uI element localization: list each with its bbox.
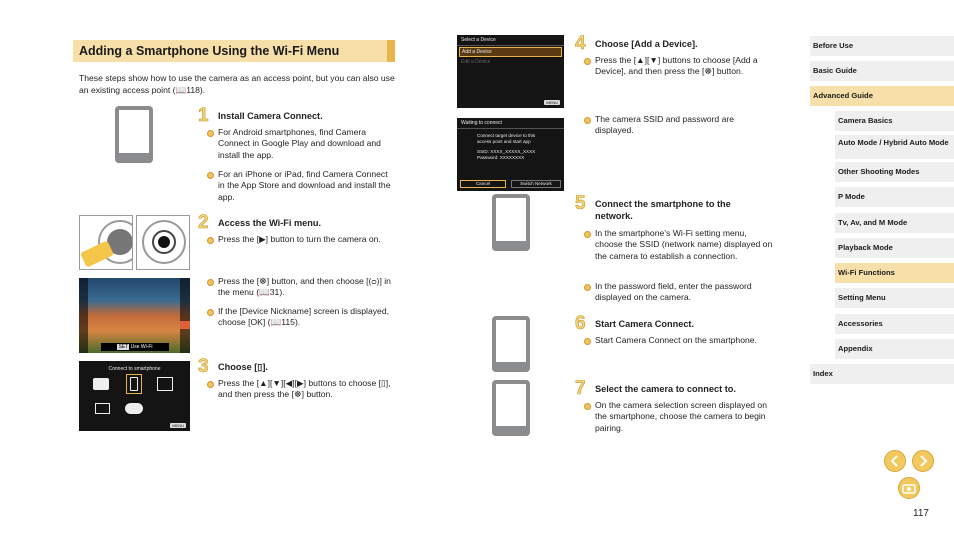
- camera-power-button-illustration: [79, 215, 133, 270]
- page-number: 117: [913, 508, 929, 519]
- step-7-bullet-1: On the camera selection screen displayed on the smartphone, choose the camera to begin pairing.: [583, 400, 773, 434]
- cancel-button[interactable]: Cancel: [460, 180, 506, 188]
- camera-menu-screen: [79, 278, 190, 353]
- step-5-bullet-1: In the smartphone’s Wi-Fi setting menu, choose the SSID (network name) displayed on the camera to establish a connection.: [583, 228, 773, 262]
- computer-icon: [95, 403, 110, 414]
- nav-tv-av-m-mode[interactable]: Tv, Av, and M Mode: [835, 213, 954, 233]
- step-2-title: Access the Wi-Fi menu.: [218, 218, 322, 228]
- step-7-number: 7: [575, 378, 586, 399]
- step-3-title: Choose [▯].: [218, 362, 268, 372]
- nav-auto-mode-label: Auto Mode / Hybrid Auto Mode: [838, 138, 949, 147]
- smartphone-icon-2: [492, 194, 530, 251]
- smartphone-option-icon: [126, 374, 142, 394]
- step-5-bullet-2: In the password field, enter the password displayed on the camera.: [583, 281, 773, 304]
- step-5-number: 5: [575, 193, 586, 214]
- step-7-title: Select the camera to connect to.: [595, 384, 736, 394]
- nav-other-shooting-modes[interactable]: Other Shooting Modes: [835, 162, 954, 182]
- edit-device-item: Edit a Device: [461, 59, 491, 65]
- nav-basic-guide[interactable]: Basic Guide: [810, 61, 954, 81]
- step-4-bullet-2: The camera SSID and password are displayed.: [583, 114, 773, 137]
- step-2-bullet-1: Press the [▶] button to turn the camera on.: [206, 234, 396, 245]
- step-3-bullet-1: Press the [▲][▼][◀][▶] buttons to choose [▯], and then press the [☸] button.: [206, 378, 396, 401]
- cloud-icon: [125, 403, 143, 414]
- password-line: Password: XXXXXXXX: [477, 155, 525, 160]
- nav-before-use[interactable]: Before Use: [810, 36, 954, 56]
- waiting-to-connect-screen: [457, 118, 564, 191]
- connect-to-smartphone-screen: [79, 361, 190, 431]
- step-2-bullet-3: If the [Device Nickname] screen is displayed, choose [OK] (📖115).: [206, 306, 396, 329]
- step-3-number: 3: [198, 356, 209, 377]
- nav-playback-mode[interactable]: Playback Mode: [835, 238, 954, 258]
- nav-appendix[interactable]: Appendix: [835, 339, 954, 359]
- step-1-bullet-2: For an iPhone or iPad, find Camera Connect in the App Store and download and install the app.: [206, 169, 396, 203]
- step-1-title: Install Camera Connect.: [218, 111, 323, 121]
- step-6-number: 6: [575, 313, 586, 334]
- menu-badge-2: MENU: [546, 100, 558, 105]
- select-device-screen: [457, 35, 564, 108]
- nav-wifi-functions[interactable]: Wi-Fi Functions: [835, 263, 954, 283]
- connect-screen-title: Connect to smartphone: [108, 366, 161, 372]
- waiting-title: Waiting to connect: [457, 118, 564, 129]
- section-title: Adding a Smartphone Using the Wi-Fi Menu: [73, 40, 395, 62]
- waiting-text: Connect target device to this access point and start app: [477, 133, 536, 144]
- step-4-title: Choose [Add a Device].: [595, 39, 698, 49]
- intro-text: These steps show how to use the camera as an access point, but you can also use an existing access point (📖118).: [79, 73, 395, 95]
- wifi-set-badge: SET: [118, 344, 129, 350]
- camera-home-icon: [898, 477, 920, 499]
- home-button[interactable]: [898, 477, 920, 499]
- smartphone-icon-4: [492, 380, 530, 436]
- nav-camera-basics[interactable]: Camera Basics: [835, 111, 954, 131]
- step-5-title: Connect the smartphone to the network.: [595, 199, 731, 221]
- nav-accessories[interactable]: Accessories: [835, 314, 954, 334]
- smartphone-icon-3: [492, 316, 530, 372]
- switch-network-button[interactable]: Switch Network: [511, 180, 561, 188]
- select-device-title: Select a Device: [457, 35, 564, 46]
- camera-dial-illustration: [136, 215, 190, 270]
- camera-icon: [93, 378, 109, 390]
- step-4-bullet-1: Press the [▲][▼] buttons to choose [Add a Device], and then press the [☸] button.: [583, 55, 773, 78]
- step-4-number: 4: [575, 33, 586, 54]
- nav-auto-mode[interactable]: [835, 135, 954, 159]
- nav-index[interactable]: Index: [810, 364, 954, 384]
- next-page-button[interactable]: [912, 450, 934, 472]
- chevron-left-icon: [884, 450, 906, 472]
- step-1-number: 1: [198, 105, 209, 126]
- nav-setting-menu[interactable]: Setting Menu: [835, 288, 954, 308]
- ssid-line: SSID: XXXX_XXXXX_XXXX: [477, 149, 536, 154]
- previous-page-button[interactable]: [884, 450, 906, 472]
- nav-p-mode[interactable]: P Mode: [835, 187, 954, 207]
- step-6-bullet-1: Start Camera Connect on the smartphone.: [583, 335, 773, 346]
- step-2-number: 2: [198, 212, 209, 233]
- smartphone-icon: [115, 106, 153, 163]
- step-6-title: Start Camera Connect.: [595, 319, 695, 329]
- step-2-bullet-2: Press the [☸] button, and then choose [(ᴑ)] in the menu (📖31).: [206, 276, 396, 299]
- use-wifi-label: Use Wi-Fi: [130, 344, 153, 350]
- printer-icon: [157, 377, 173, 391]
- step-1-bullet-1: For Android smartphones, find Camera Connect in Google Play and download and install the app.: [206, 127, 396, 161]
- chevron-right-icon: [912, 450, 934, 472]
- add-device-item: Add a Device: [459, 47, 562, 57]
- menu-badge: MENU: [172, 423, 184, 428]
- nav-advanced-guide[interactable]: Advanced Guide: [810, 86, 954, 106]
